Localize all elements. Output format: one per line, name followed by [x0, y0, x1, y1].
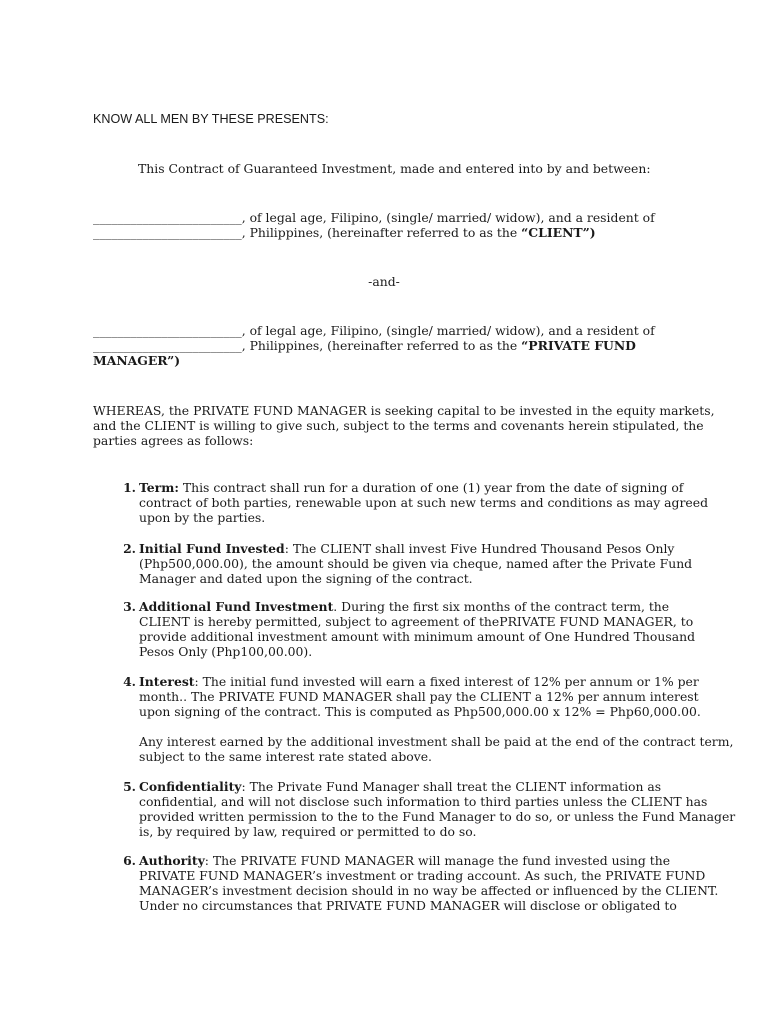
term-title: Initial Fund Invested: [139, 541, 285, 556]
term-text-line: contract of both parties, renewable upon at such new terms and conditions as may agreed: [139, 495, 709, 510]
manager-role-label-cont: MANAGER”): [93, 353, 181, 368]
term-text-line: upon by the parties.: [139, 510, 266, 525]
term-text-line: Manager and dated upon the signing of the contract.: [139, 571, 473, 586]
term-text-line: (Php500,000.00), the amount should be given via cheque, named after the Private Fund: [139, 556, 693, 571]
term-body: [139, 779, 736, 839]
term-text-line: provided written permission to the to the Fund Manager to do so, or unless the Fund Manager: [139, 809, 736, 824]
term-extra-line: Any interest earned by the additional investment shall be paid at the end of the contract term,: [139, 734, 734, 749]
term-title: Authority: [139, 853, 205, 868]
term-number: 4.: [123, 674, 136, 689]
term-text-line: is, by required by law, required or permitted to do so.: [139, 824, 477, 839]
term-text-line: . During the first six months of the contract term, the: [333, 599, 670, 614]
document-heading: KNOW ALL MEN BY THESE PRESENTS:: [93, 112, 329, 126]
intro-paragraph: This Contract of Guaranteed Investment, made and entered into by and between:: [138, 161, 651, 176]
term-number: 6.: [123, 853, 136, 868]
term-text-line: : The CLIENT shall invest Five Hundred Thousand Pesos Only: [284, 541, 675, 556]
term-body: [139, 541, 693, 586]
manager-party-line-2: [93, 338, 673, 353]
manager-party-line-2-text: ________________________, Philippines, (hereinafter referred to as the: [93, 338, 522, 353]
and-separator: -and-: [368, 274, 400, 289]
manager-role-label: “PRIVATE FUND: [521, 338, 636, 353]
term-body: [139, 480, 709, 525]
term-text-line: : The initial fund invested will earn a fixed interest of 12% per annum or 1% per: [194, 674, 699, 689]
term-text-line: month.. The PRIVATE FUND MANAGER shall pay the CLIENT a 12% per annum interest: [139, 689, 699, 704]
whereas-clause: [93, 403, 715, 448]
manager-party-line-1: ________________________, of legal age, Filipino, (single/ married/ widow), and a resident of: [93, 323, 655, 338]
client-party-line-1: ________________________, of legal age, Filipino, (single/ married/ widow), and a resident of: [93, 210, 655, 225]
term-text-line: : The Private Fund Manager shall treat the CLIENT information as: [241, 779, 662, 794]
term-text-line: provide additional investment amount with minimum amount of One Hundred Thousand: [139, 629, 696, 644]
term-number: 3.: [123, 599, 136, 614]
term-text-line: Pesos Only (Php100,00.00).: [139, 644, 313, 659]
term-body: [139, 853, 719, 913]
whereas-line-3: parties agrees as follows:: [93, 433, 254, 448]
term-number: 5.: [123, 779, 136, 794]
term-text-line: PRIVATE FUND MANAGER’s investment or trading account. As such, the PRIVATE FUND: [139, 868, 706, 883]
term-text-line: : The PRIVATE FUND MANAGER will manage the fund invested using the: [204, 853, 671, 868]
term-title: Interest: [139, 674, 195, 689]
term-title: Additional Fund Investment: [139, 599, 334, 614]
client-party-line-2-text: ________________________, Philippines, (hereinafter referred to as the: [93, 225, 522, 240]
term-extra-line: subject to the same interest rate stated above.: [139, 749, 432, 764]
client-party-line-2: [93, 225, 673, 240]
term-body: [139, 599, 696, 659]
term-text-line: upon signing of the contract. This is computed as Php500,000.00 x 12% = Php60,000.00.: [139, 704, 701, 719]
term-number: 2.: [123, 541, 136, 556]
term-number: 1.: [123, 480, 136, 495]
manager-party-clause: [93, 323, 673, 368]
whereas-line-2: and the CLIENT is willing to give such, subject to the terms and covenants herein stipulated, the: [93, 418, 704, 433]
client-party-clause: [93, 210, 673, 240]
term-body: [139, 674, 734, 764]
term-text-line: This contract shall run for a duration of one (1) year from the date of signing of: [178, 480, 684, 495]
term-text-line: Under no circumstances that PRIVATE FUND MANAGER will disclose or obligated to: [139, 898, 677, 913]
term-text-line: confidential, and will not disclose such information to third parties unless the CLIENT has: [139, 794, 708, 809]
term-title: Term:: [139, 480, 179, 495]
term-title: Confidentiality: [139, 779, 242, 794]
term-text-line: CLIENT is hereby permitted, subject to agreement of thePRIVATE FUND MANAGER, to: [139, 614, 694, 629]
client-role-label: “CLIENT”): [521, 225, 596, 240]
whereas-line-1: WHEREAS, the PRIVATE FUND MANAGER is seeking capital to be invested in the equity markets,: [93, 403, 715, 418]
term-text-line: MANAGER’s investment decision should in no way be affected or influenced by the CLIENT.: [139, 883, 719, 898]
